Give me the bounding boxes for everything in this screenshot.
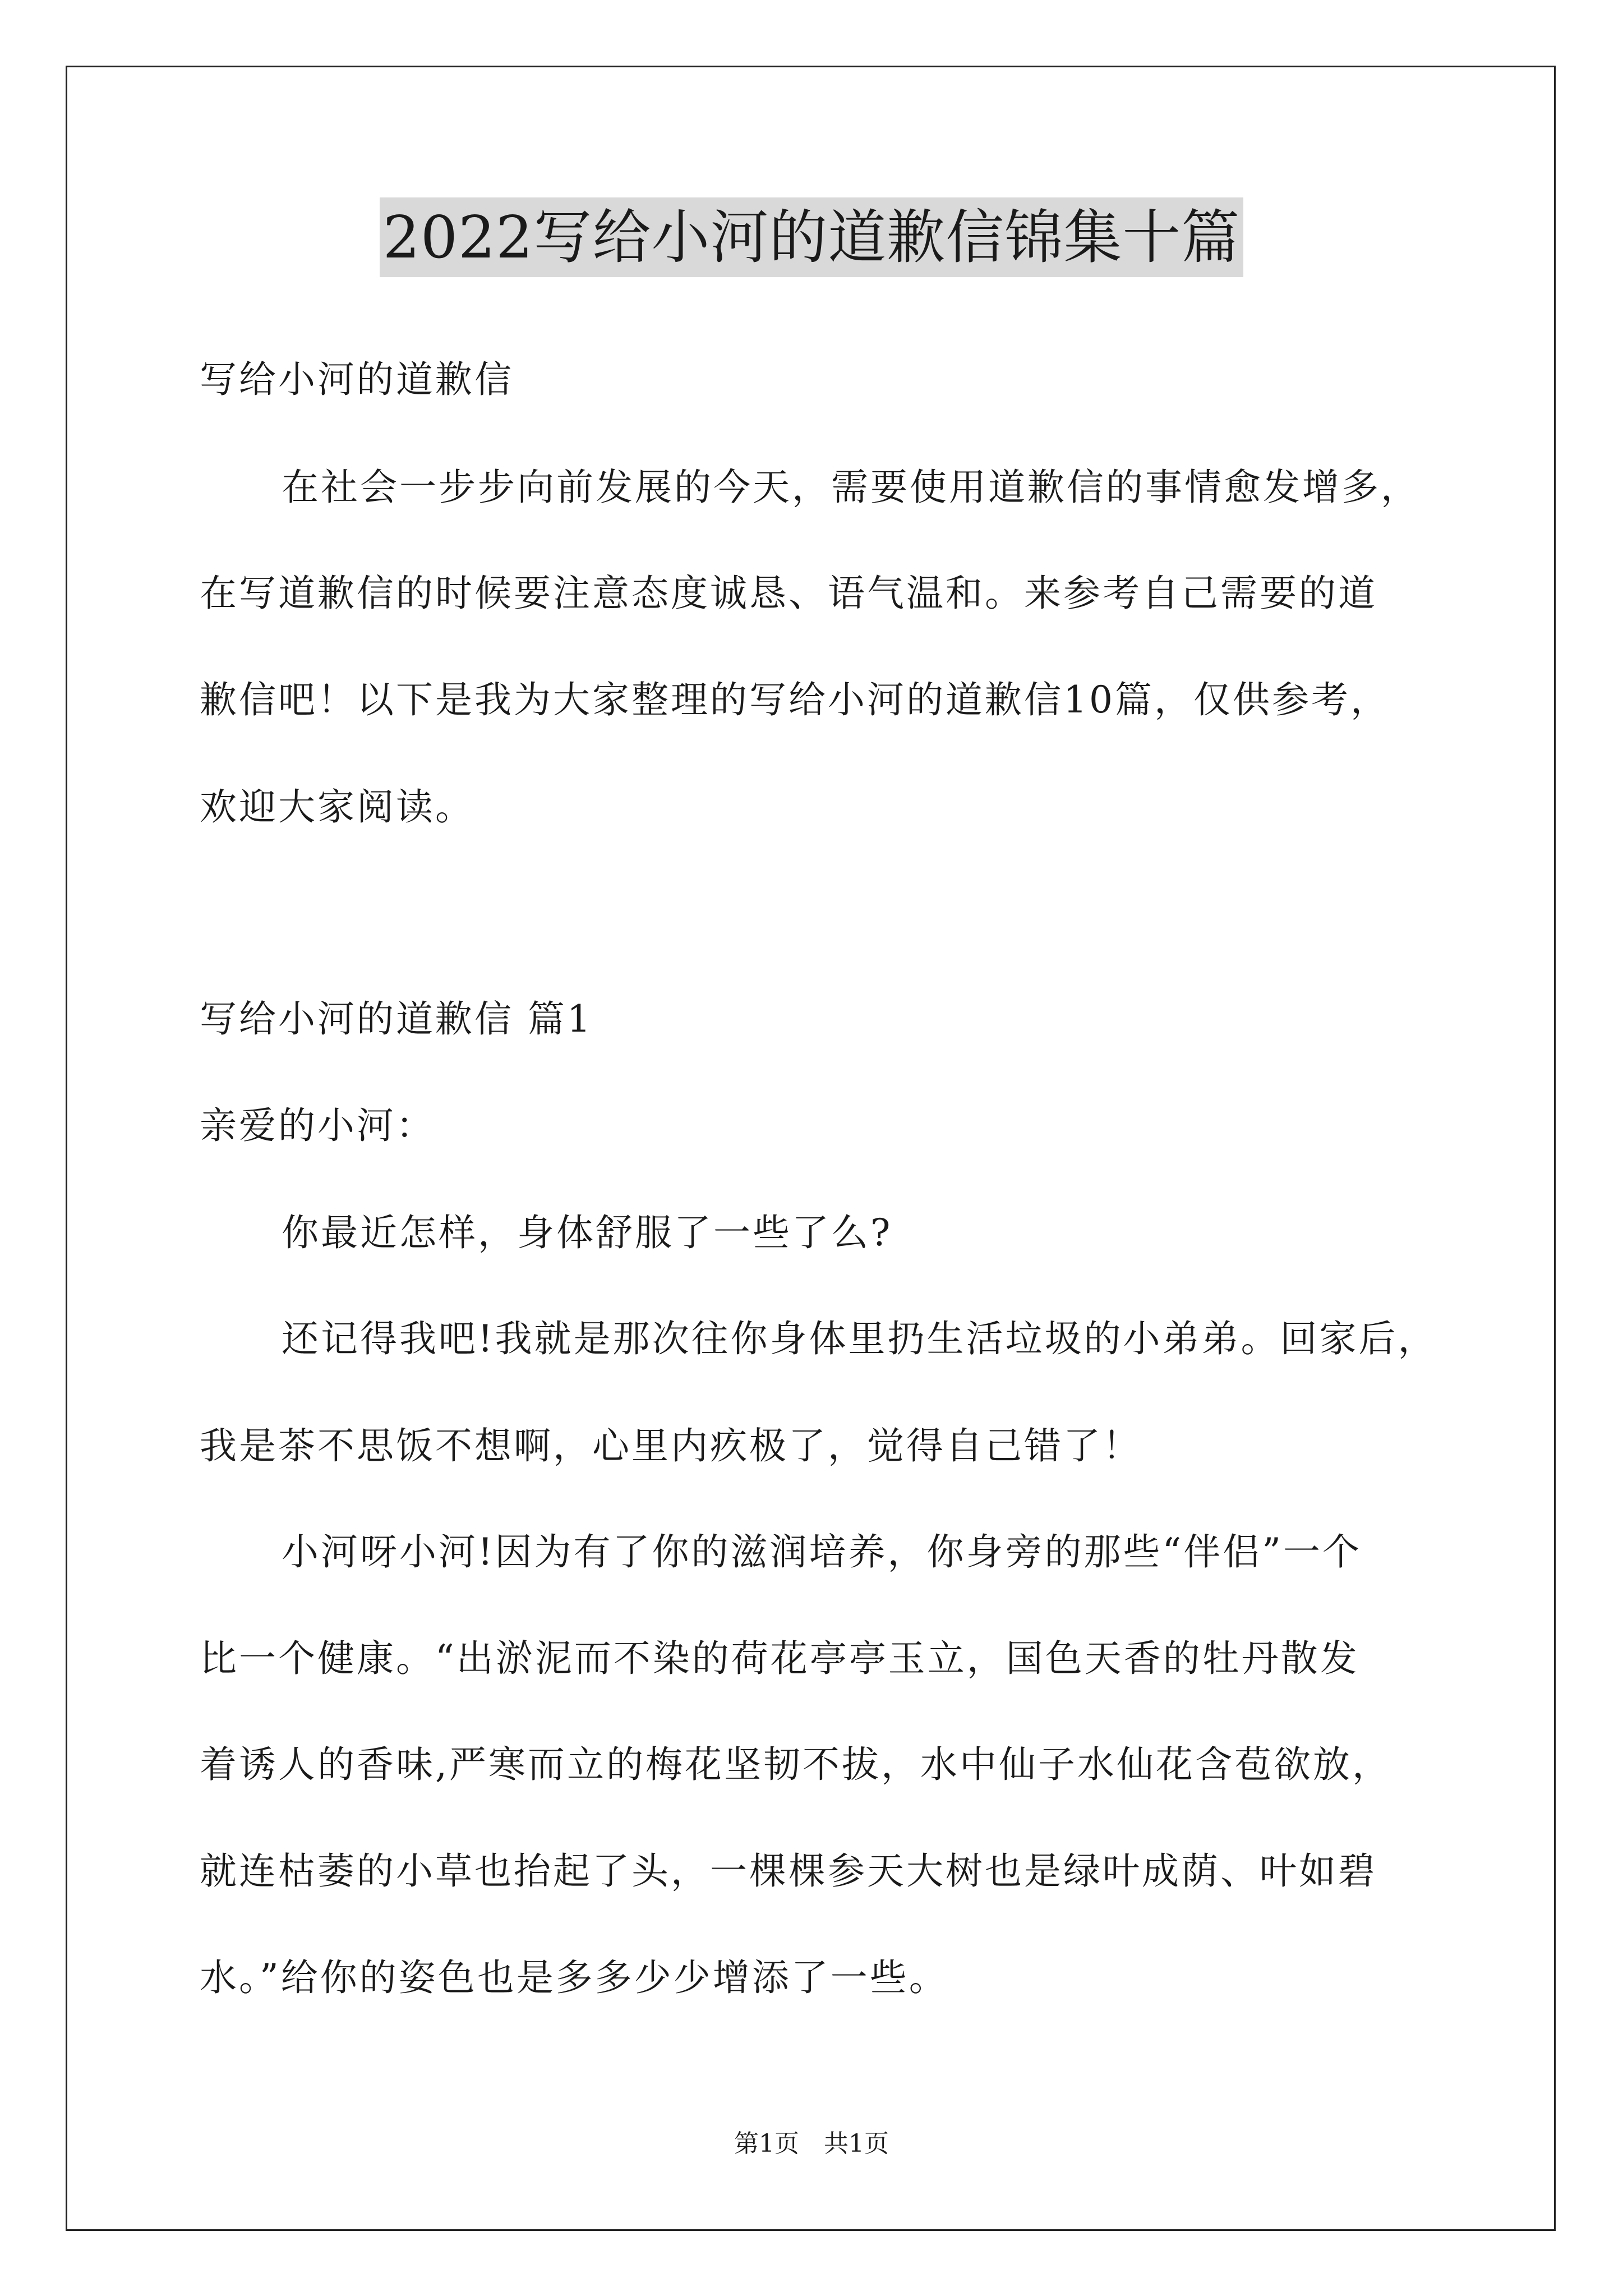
intro-paragraph-line: 歉信吧！以下是我为大家整理的写给小河的道歉信10篇，仅供参考， xyxy=(200,678,1390,721)
page-footer xyxy=(0,2127,1623,2161)
intro-paragraph-line: 欢迎大家阅读。 xyxy=(200,785,474,829)
letter-paragraph-line: 小河呀小河!因为有了你的滋润培养，你身旁的那些“伴侣”一个 xyxy=(282,1530,1362,1573)
letter-paragraph-line: 着诱人的香味,严寒而立的梅花坚韧不拔，水中仙子水仙花含苞欲放， xyxy=(200,1743,1391,1786)
section-heading-letter-1: 写给小河的道歉信 篇1 xyxy=(200,997,593,1041)
page-number-current: 第1页 xyxy=(734,2129,799,2158)
letter-salutation: 亲爱的小河： xyxy=(200,1104,435,1147)
document-title: 2022写给小河的道歉信锦集十篇 xyxy=(380,197,1244,277)
letter-paragraph-line: 就连枯萎的小草也抬起了头，一棵棵参天大树也是绿叶成荫、叶如碧 xyxy=(200,1849,1377,1893)
intro-paragraph-line: 在社会一步步向前发展的今天，需要使用道歉信的事情愈发增多， xyxy=(282,466,1420,509)
intro-paragraph-line: 在写道歉信的时候要注意态度诚恳、语气温和。来参考自己需要的道 xyxy=(200,572,1377,615)
letter-paragraph-line: 我是茶不思饭不想啊，心里内疚极了，觉得自己错了！ xyxy=(200,1424,1142,1467)
letter-paragraph-line: 你最近怎样，身体舒服了一些了么? xyxy=(282,1211,893,1254)
section-heading-intro: 写给小河的道歉信 xyxy=(200,358,514,401)
title-container xyxy=(0,197,1623,277)
letter-paragraph-line: 还记得我吧!我就是那次往你身体里扔生活垃圾的小弟弟。回家后， xyxy=(282,1317,1437,1360)
letter-paragraph-line: 比一个健康。“出淤泥而不染的荷花亭亭玉立，国色天香的牡丹散发 xyxy=(200,1637,1359,1680)
page-number-total: 共1页 xyxy=(824,2129,889,2158)
letter-paragraph-line: 水。”给你的姿色也是多多少少增添了一些。 xyxy=(200,1956,948,1999)
